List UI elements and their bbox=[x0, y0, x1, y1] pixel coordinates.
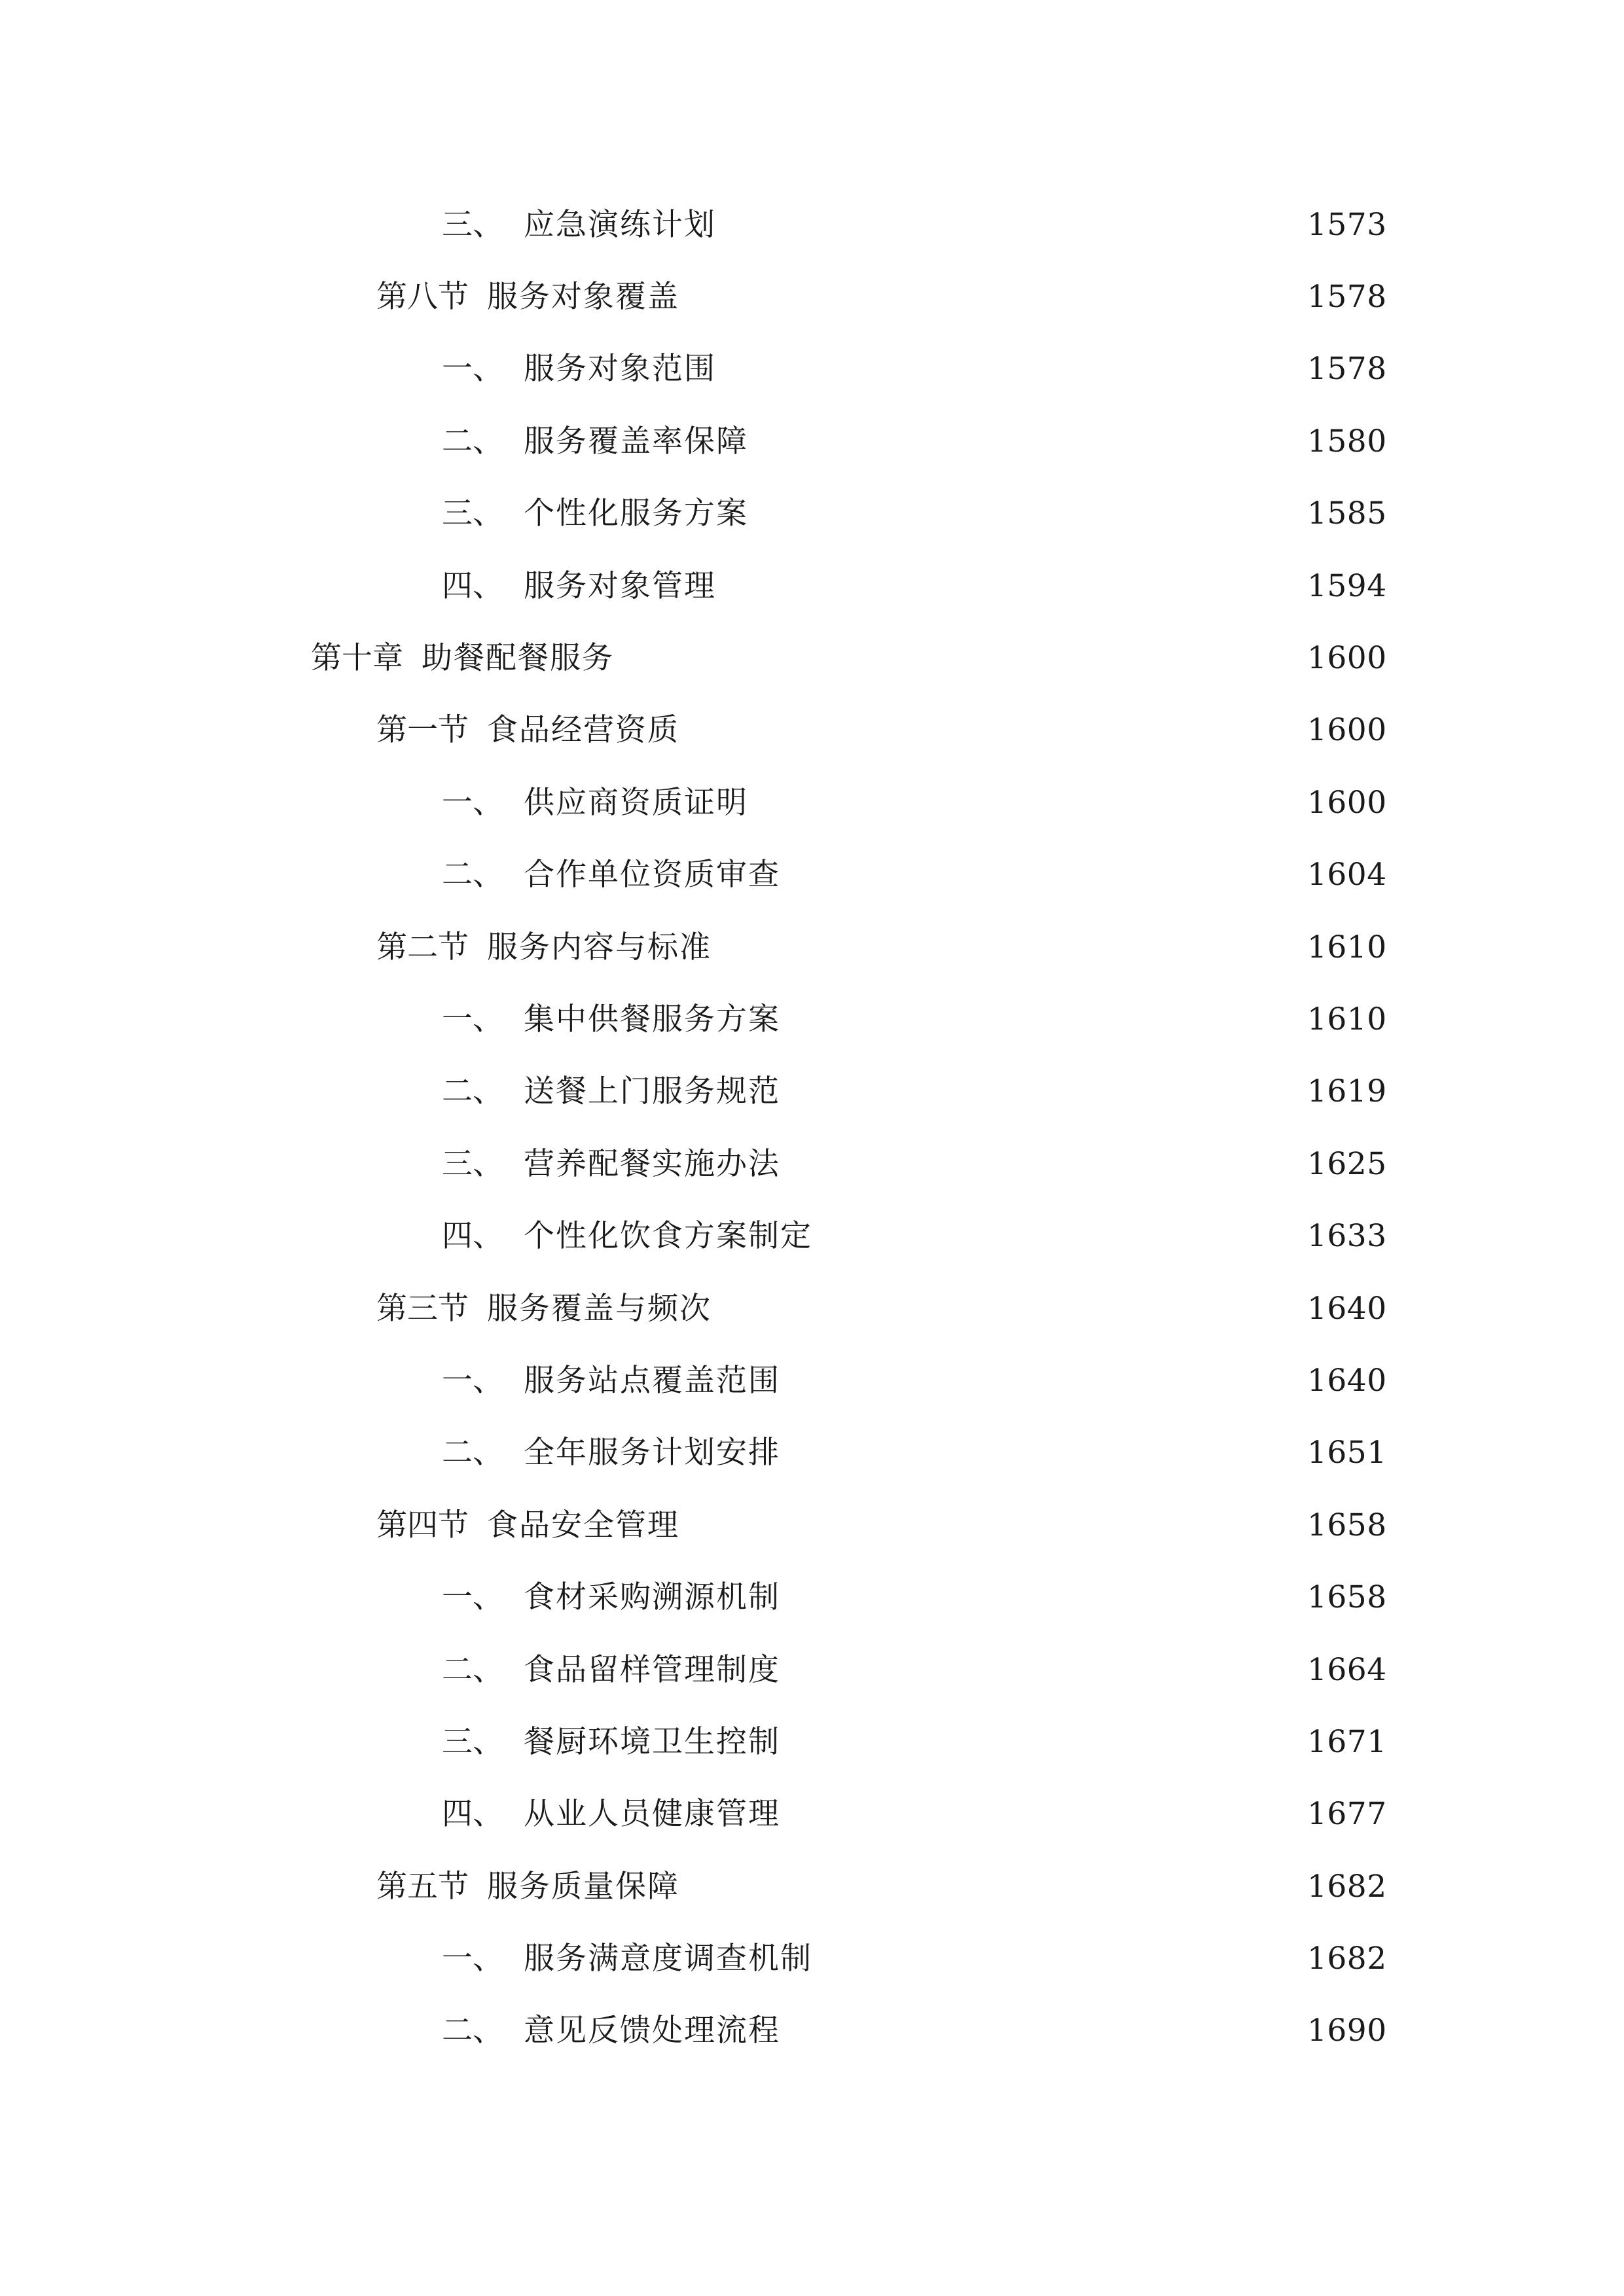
toc-entry[interactable] bbox=[0, 911, 1624, 983]
entry-number: 第十章 bbox=[311, 640, 403, 677]
page-number: 1580 bbox=[1307, 423, 1387, 459]
page-number: 1633 bbox=[1307, 1218, 1387, 1255]
entry-title: 个性化服务方案 bbox=[524, 495, 748, 532]
page-number: 1573 bbox=[1307, 206, 1387, 243]
toc-entry[interactable] bbox=[0, 1272, 1624, 1344]
dot-leader bbox=[821, 1943, 1291, 1974]
toc-entry[interactable] bbox=[0, 983, 1624, 1055]
toc-entry[interactable] bbox=[0, 622, 1624, 694]
page-number: 1600 bbox=[1307, 712, 1387, 749]
entry-number: 二、 bbox=[442, 1651, 503, 1688]
entry-title: 营养配餐实施办法 bbox=[524, 1145, 780, 1182]
toc-entry[interactable] bbox=[0, 1995, 1624, 2067]
page-number: 1600 bbox=[1307, 784, 1387, 821]
page-number: 1664 bbox=[1307, 1651, 1387, 1688]
dot-leader bbox=[689, 1510, 1291, 1541]
dot-leader bbox=[789, 1727, 1291, 1757]
entry-title: 供应商资质证明 bbox=[524, 784, 748, 821]
toc-entry[interactable] bbox=[0, 333, 1624, 405]
dot-leader bbox=[789, 1076, 1291, 1107]
page-number: 1640 bbox=[1307, 1290, 1387, 1327]
page-number: 1600 bbox=[1307, 640, 1387, 677]
entry-title: 服务满意度调查机制 bbox=[524, 1941, 812, 1977]
dot-leader bbox=[757, 426, 1291, 457]
toc-entry[interactable] bbox=[0, 188, 1624, 260]
entry-number: 第二节 bbox=[376, 929, 469, 965]
page-number: 1682 bbox=[1307, 1941, 1387, 1977]
dot-leader bbox=[689, 281, 1291, 312]
entry-number: 四、 bbox=[442, 567, 503, 604]
page-number: 1690 bbox=[1307, 2013, 1387, 2049]
entry-number: 三、 bbox=[442, 206, 503, 243]
toc-entry[interactable] bbox=[0, 1489, 1624, 1561]
entry-title: 食品安全管理 bbox=[487, 1507, 679, 1543]
entry-number: 四、 bbox=[442, 1218, 503, 1255]
page-number: 1651 bbox=[1307, 1435, 1387, 1471]
toc-entry[interactable] bbox=[0, 694, 1624, 766]
dot-leader bbox=[789, 859, 1291, 890]
page-number: 1658 bbox=[1307, 1579, 1387, 1616]
dot-leader bbox=[789, 1004, 1291, 1035]
dot-leader bbox=[757, 498, 1291, 529]
entry-number: 一、 bbox=[442, 1941, 503, 1977]
dot-leader bbox=[789, 1149, 1291, 1179]
entry-number: 第四节 bbox=[376, 1507, 469, 1543]
toc-entry[interactable] bbox=[0, 405, 1624, 477]
entry-title: 食品经营资质 bbox=[487, 712, 679, 749]
entry-number: 二、 bbox=[442, 423, 503, 459]
page-number: 1658 bbox=[1307, 1507, 1387, 1543]
page-number: 1671 bbox=[1307, 1723, 1387, 1760]
toc-entry[interactable] bbox=[0, 1561, 1624, 1633]
entry-number: 三、 bbox=[442, 1145, 503, 1182]
dot-leader bbox=[789, 1365, 1291, 1396]
entry-number: 第一节 bbox=[376, 712, 469, 749]
entry-title: 服务对象管理 bbox=[524, 567, 716, 604]
entry-number: 一、 bbox=[442, 1362, 503, 1399]
entry-number: 一、 bbox=[442, 1579, 503, 1616]
dot-leader bbox=[789, 1437, 1291, 1468]
entry-title: 全年服务计划安排 bbox=[524, 1435, 780, 1471]
table-of-contents bbox=[0, 188, 1624, 2067]
page-number: 1610 bbox=[1307, 929, 1387, 965]
toc-entry[interactable] bbox=[0, 550, 1624, 622]
dot-leader bbox=[721, 1293, 1291, 1324]
dot-leader bbox=[757, 787, 1291, 818]
dot-leader bbox=[725, 353, 1291, 384]
entry-title: 服务对象范围 bbox=[524, 351, 716, 387]
entry-number: 二、 bbox=[442, 2013, 503, 2049]
entry-title: 服务覆盖率保障 bbox=[524, 423, 748, 459]
entry-title: 服务质量保障 bbox=[487, 1868, 679, 1905]
page-number: 1677 bbox=[1307, 1796, 1387, 1833]
page-number: 1594 bbox=[1307, 567, 1387, 604]
dot-leader bbox=[689, 715, 1291, 745]
entry-title: 意见反馈处理流程 bbox=[524, 2013, 780, 2049]
dot-leader bbox=[725, 209, 1291, 240]
page-number: 1610 bbox=[1307, 1001, 1387, 1037]
page-number: 1578 bbox=[1307, 351, 1387, 387]
toc-entry[interactable] bbox=[0, 839, 1624, 911]
entry-title: 从业人员健康管理 bbox=[524, 1796, 780, 1833]
entry-title: 送餐上门服务规范 bbox=[524, 1073, 780, 1110]
entry-number: 一、 bbox=[442, 784, 503, 821]
entry-title: 食品留样管理制度 bbox=[524, 1651, 780, 1688]
entry-number: 二、 bbox=[442, 1073, 503, 1110]
entry-number: 第三节 bbox=[376, 1290, 469, 1327]
entry-number: 二、 bbox=[442, 857, 503, 893]
entry-title: 合作单位资质审查 bbox=[524, 857, 780, 893]
entry-title: 食材采购溯源机制 bbox=[524, 1579, 780, 1616]
entry-title: 餐厨环境卫生控制 bbox=[524, 1723, 780, 1760]
toc-entry[interactable] bbox=[0, 1850, 1624, 1922]
toc-entry[interactable] bbox=[0, 1706, 1624, 1778]
entry-number: 三、 bbox=[442, 1723, 503, 1760]
toc-entry[interactable] bbox=[0, 478, 1624, 550]
page-number: 1625 bbox=[1307, 1145, 1387, 1182]
toc-entry[interactable] bbox=[0, 260, 1624, 332]
entry-number: 一、 bbox=[442, 351, 503, 387]
page-number: 1619 bbox=[1307, 1073, 1387, 1110]
entry-title: 助餐配餐服务 bbox=[422, 640, 614, 677]
dot-leader bbox=[689, 1871, 1291, 1902]
toc-entry[interactable] bbox=[0, 766, 1624, 838]
dot-leader bbox=[721, 932, 1291, 963]
toc-entry[interactable] bbox=[0, 1344, 1624, 1416]
entry-number: 二、 bbox=[442, 1435, 503, 1471]
page-number: 1604 bbox=[1307, 857, 1387, 893]
dot-leader bbox=[725, 571, 1291, 601]
toc-entry[interactable] bbox=[0, 1417, 1624, 1489]
entry-number: 四、 bbox=[442, 1796, 503, 1833]
dot-leader bbox=[789, 1582, 1291, 1613]
toc-entry[interactable] bbox=[0, 1634, 1624, 1706]
toc-entry[interactable] bbox=[0, 1128, 1624, 1200]
toc-entry[interactable] bbox=[0, 1056, 1624, 1128]
dot-leader bbox=[623, 643, 1291, 673]
entry-title: 个性化饮食方案制定 bbox=[524, 1218, 812, 1255]
entry-number: 第五节 bbox=[376, 1868, 469, 1905]
dot-leader bbox=[789, 1799, 1291, 1829]
dot-leader bbox=[789, 2015, 1291, 2046]
entry-number: 一、 bbox=[442, 1001, 503, 1037]
dot-leader bbox=[789, 1655, 1291, 1685]
entry-title: 服务站点覆盖范围 bbox=[524, 1362, 780, 1399]
entry-number: 第八节 bbox=[376, 279, 469, 315]
dot-leader bbox=[821, 1221, 1291, 1251]
page-number: 1585 bbox=[1307, 495, 1387, 532]
entry-title: 服务覆盖与频次 bbox=[487, 1290, 712, 1327]
entry-number: 三、 bbox=[442, 495, 503, 532]
toc-entry[interactable] bbox=[0, 1778, 1624, 1850]
entry-title: 集中供餐服务方案 bbox=[524, 1001, 780, 1037]
toc-entry[interactable] bbox=[0, 1200, 1624, 1272]
entry-title: 应急演练计划 bbox=[524, 206, 716, 243]
page-number: 1682 bbox=[1307, 1868, 1387, 1905]
entry-title: 服务内容与标准 bbox=[487, 929, 712, 965]
toc-entry[interactable] bbox=[0, 1922, 1624, 1994]
entry-title: 服务对象覆盖 bbox=[487, 279, 679, 315]
page-number: 1578 bbox=[1307, 279, 1387, 315]
page-number: 1640 bbox=[1307, 1362, 1387, 1399]
